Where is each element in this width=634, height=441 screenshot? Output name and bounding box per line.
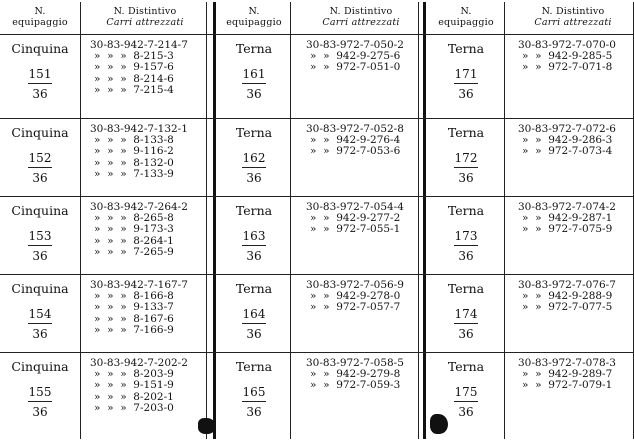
equipaggio-number: 151 (28, 67, 52, 81)
row-rule (0, 196, 634, 197)
equipaggio-denominator: 36 (246, 171, 262, 185)
scan-smudge (198, 418, 216, 434)
equipaggio-name: Cinquina (11, 359, 69, 374)
equipaggio-denominator: 36 (32, 87, 48, 101)
equipaggio-number: 161 (242, 67, 266, 81)
fraction-bar (242, 167, 266, 168)
code-line: 30-83-942-7-202-2 (90, 357, 188, 369)
equipaggio-number: 172 (454, 151, 478, 165)
equipaggio-denominator: 36 (246, 327, 262, 341)
equipaggio-denominator: 36 (32, 405, 48, 419)
equipaggio-cell (0, 360, 80, 419)
equipaggio-cell (428, 282, 504, 341)
equipaggio-name: Terna (447, 281, 485, 296)
equipaggio-cell (428, 126, 504, 185)
code-line: » » 942-9-287-1 (522, 212, 613, 225)
equipaggio-number: 165 (242, 385, 266, 399)
code-line: » » 942-9-286-3 (522, 134, 613, 147)
fraction-bar (454, 323, 478, 324)
code-line: 30-83-942-7-167-7 (90, 279, 188, 291)
equipaggio-denominator: 36 (32, 327, 48, 341)
code-line: 30-83-972-7-052-8 (306, 123, 404, 135)
scan-smudge (430, 414, 448, 434)
header-equipaggio-line1: N. (248, 6, 260, 17)
equipaggio-name: Cinquina (11, 125, 69, 140)
code-line: » » » 9-116-2 (94, 145, 174, 158)
column-rule (213, 2, 216, 439)
equipaggio-denominator: 36 (246, 249, 262, 263)
equipaggio-cell (218, 126, 290, 185)
code-line: » » 972-7-073-4 (522, 145, 613, 158)
header-distintivo (298, 6, 424, 28)
equipaggio-cell (218, 360, 290, 419)
distintivo-codes (306, 280, 404, 314)
fraction-bar (28, 323, 52, 324)
column-rule (418, 2, 419, 439)
code-line: » » 972-7-051-0 (310, 61, 401, 74)
header-distintivo (510, 6, 634, 28)
distintivo-codes (90, 358, 188, 414)
equipaggio-denominator: 36 (458, 87, 474, 101)
code-line: 30-83-942-7-132-1 (90, 123, 188, 135)
equipaggio-number: 153 (28, 229, 52, 243)
column-rule (423, 2, 426, 439)
fraction-bar (28, 167, 52, 168)
header-equipaggio-line2: equipaggio (12, 17, 68, 28)
distintivo-codes (306, 358, 404, 392)
header-distintivo-line2: Carri attrezzati (106, 17, 184, 28)
code-line: » » 942-9-277-2 (310, 212, 401, 225)
code-line: » » 972-7-055-1 (310, 223, 401, 236)
equipaggio-name: Terna (447, 125, 485, 140)
code-line: » » 942-9-289-7 (522, 368, 613, 381)
fraction-bar (242, 401, 266, 402)
fraction-bar (454, 167, 478, 168)
code-line: » » 942-9-279-8 (310, 368, 401, 381)
code-line: » » » 9-157-6 (94, 61, 174, 74)
distintivo-codes (306, 202, 404, 236)
equipaggio-name: Terna (235, 41, 273, 56)
code-line: 30-83-972-7-072-6 (518, 123, 616, 135)
equipaggio-name: Cinquina (11, 281, 69, 296)
equipaggio-cell (0, 282, 80, 341)
equipaggio-name: Terna (447, 41, 485, 56)
equipaggio-name: Terna (447, 203, 485, 218)
code-line: 30-83-972-7-078-3 (518, 357, 616, 369)
code-line: » » 942-9-276-4 (310, 134, 401, 147)
equipaggio-number: 171 (454, 67, 478, 81)
code-line: » » » 9-133-7 (94, 301, 174, 314)
equipaggio-number: 163 (242, 229, 266, 243)
code-line: » » » 8-215-3 (94, 50, 174, 63)
equipaggio-name: Cinquina (11, 41, 69, 56)
equipaggio-number: 174 (454, 307, 478, 321)
code-line: 30-83-972-7-056-9 (306, 279, 404, 291)
code-line: » » » 9-151-9 (94, 379, 174, 392)
code-line: » » 972-7-053-6 (310, 145, 401, 158)
code-line: » » 972-7-075-9 (522, 223, 613, 236)
code-line: 30-83-972-7-070-0 (518, 39, 616, 51)
header-equipaggio (218, 6, 290, 28)
equipaggio-number: 173 (454, 229, 478, 243)
column-rule (80, 2, 81, 439)
code-line: » » » 8-264-1 (94, 234, 174, 247)
equipaggio-name: Terna (235, 359, 273, 374)
code-line: 30-83-942-7-214-7 (90, 39, 188, 51)
row-rule (0, 274, 634, 275)
equipaggio-name: Cinquina (11, 203, 69, 218)
equipaggio-name: Terna (235, 203, 273, 218)
code-line: » » » 8-214-6 (94, 72, 174, 85)
equipaggio-number: 155 (28, 385, 52, 399)
code-line: » » 972-7-071-8 (522, 61, 613, 74)
equipaggio-cell (218, 42, 290, 101)
distintivo-codes (90, 124, 188, 180)
code-line: » » 972-7-059-3 (310, 379, 401, 392)
code-line: » » » 9-173-3 (94, 223, 174, 236)
code-line: 30-83-972-7-074-2 (518, 201, 616, 213)
code-line: » » » 8-166-8 (94, 290, 174, 303)
header-distintivo-line2: Carri attrezzati (322, 17, 400, 28)
header-distintivo-line1: N. Distintivo (541, 6, 605, 17)
equipaggio-name: Terna (235, 281, 273, 296)
code-line: » » 942-9-275-6 (310, 50, 401, 63)
equipaggio-denominator: 36 (32, 249, 48, 263)
equipaggio-cell (428, 360, 504, 419)
code-line: » » » 8-167-6 (94, 312, 174, 325)
code-line: 30-83-942-7-264-2 (90, 201, 188, 213)
code-line: 30-83-972-7-058-5 (306, 357, 404, 369)
distintivo-codes (90, 280, 188, 336)
code-line: » » 972-7-077-5 (522, 301, 613, 314)
header-equipaggio (0, 6, 80, 28)
distintivo-codes (518, 202, 616, 236)
equipaggio-name: Terna (235, 125, 273, 140)
code-line: » » 972-7-079-1 (522, 379, 613, 392)
equipaggio-cell (218, 282, 290, 341)
fraction-bar (454, 83, 478, 84)
equipaggio-name: Terna (447, 359, 485, 374)
equipaggio-denominator: 36 (458, 405, 474, 419)
code-line: » » » 7-166-9 (94, 323, 174, 336)
code-line: 30-83-972-7-076-7 (518, 279, 616, 291)
distintivo-codes (90, 202, 188, 258)
column-rule (504, 2, 505, 439)
equipaggio-cell (0, 42, 80, 101)
code-line: » » » 8-203-9 (94, 368, 174, 381)
distintivo-codes (518, 124, 616, 158)
fraction-bar (454, 245, 478, 246)
equipaggio-number: 164 (242, 307, 266, 321)
fraction-bar (242, 83, 266, 84)
fraction-bar (28, 245, 52, 246)
distintivo-codes (518, 358, 616, 392)
header-distintivo-line1: N. Distintivo (329, 6, 393, 17)
code-line: » » » 8-132-0 (94, 156, 174, 169)
code-line: » » 972-7-057-7 (310, 301, 401, 314)
equipaggio-denominator: 36 (458, 249, 474, 263)
equipaggio-number: 154 (28, 307, 52, 321)
fraction-bar (242, 323, 266, 324)
equipaggio-cell (0, 204, 80, 263)
column-rule (290, 2, 291, 439)
fraction-bar (28, 83, 52, 84)
row-rule (0, 352, 634, 353)
header-distintivo (82, 6, 208, 28)
distintivo-codes (306, 124, 404, 158)
code-line: » » » 7-265-9 (94, 245, 174, 258)
header-equipaggio-line2: equipaggio (226, 17, 282, 28)
distintivo-codes (306, 40, 404, 74)
code-line: » » » 8-202-1 (94, 390, 174, 403)
equipaggio-cell (218, 204, 290, 263)
code-line: » » » 8-265-8 (94, 212, 174, 225)
equipaggio-denominator: 36 (458, 327, 474, 341)
equipaggio-denominator: 36 (246, 87, 262, 101)
code-line: 30-83-972-7-050-2 (306, 39, 404, 51)
code-line: » » 942-9-288-9 (522, 290, 613, 303)
equipaggio-denominator: 36 (246, 405, 262, 419)
fraction-bar (28, 401, 52, 402)
fraction-bar (242, 245, 266, 246)
header-equipaggio (428, 6, 504, 28)
equipaggio-number: 175 (454, 385, 478, 399)
code-line: » » » 7-215-4 (94, 83, 174, 96)
header-equipaggio-line2: equipaggio (438, 17, 494, 28)
code-line: » » » 7-203-0 (94, 401, 174, 414)
header-equipaggio-line1: N. (460, 6, 472, 17)
equipaggio-cell (428, 42, 504, 101)
distintivo-codes (518, 280, 616, 314)
equipaggio-cell (428, 204, 504, 263)
equipaggio-number: 152 (28, 151, 52, 165)
header-distintivo-line1: N. Distintivo (113, 6, 177, 17)
equipaggio-number: 162 (242, 151, 266, 165)
header-equipaggio-line1: N. (34, 6, 46, 17)
code-line: » » » 7-133-9 (94, 167, 174, 180)
code-line: » » 942-9-278-0 (310, 290, 401, 303)
code-line: 30-83-972-7-054-4 (306, 201, 404, 213)
equipaggio-cell (0, 126, 80, 185)
distintivo-codes (518, 40, 616, 74)
header-distintivo-line2: Carri attrezzati (534, 17, 612, 28)
distintivo-codes (90, 40, 188, 96)
code-line: » » » 8-133-8 (94, 134, 174, 147)
row-rule (0, 34, 634, 35)
code-line: » » 942-9-285-5 (522, 50, 613, 63)
column-rule (206, 2, 207, 439)
equipaggio-denominator: 36 (32, 171, 48, 185)
equipaggio-denominator: 36 (458, 171, 474, 185)
row-rule (0, 118, 634, 119)
fraction-bar (454, 401, 478, 402)
